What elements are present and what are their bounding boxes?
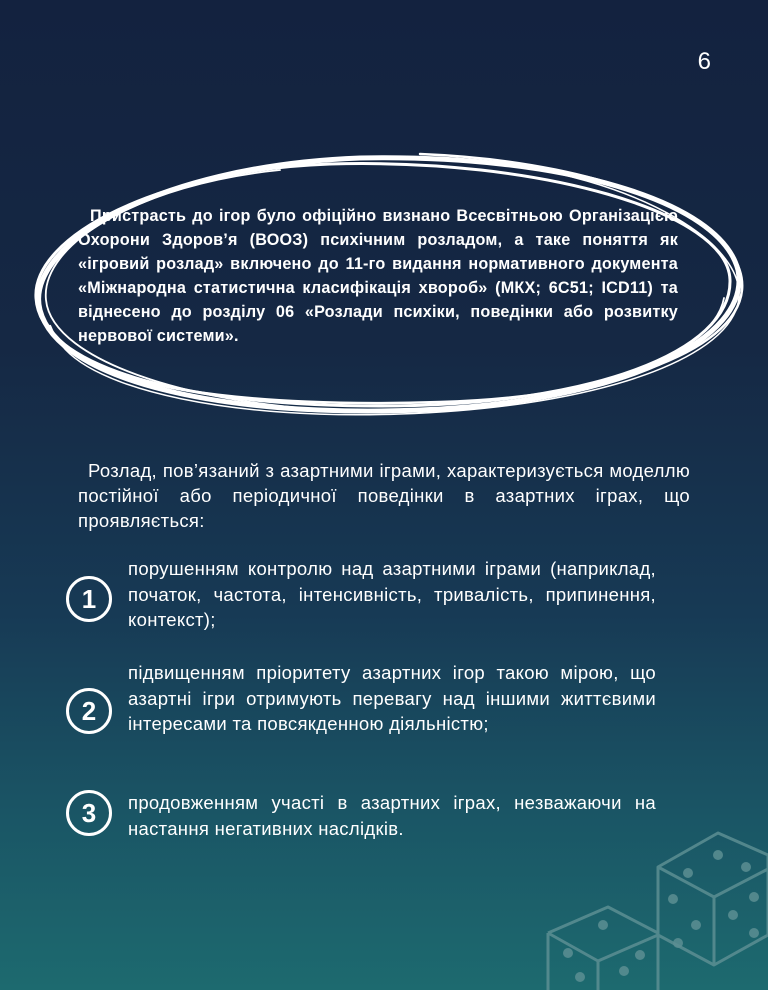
page-number: 6 xyxy=(697,48,712,75)
intro-paragraph: Пристрасть до ігор було офіційно визнано Всесвітньою Організацією Охорони Здоров’я (ВООЗ) психічним розладом, а таке поняття як «ігровий розлад» включено до 11-го видання нормативного документа «Міжнародна статистична класифікація хвороб» (МКХ; 6С51; ICD11) та віднесено до розділу 06 «Розлади психіки, поведінки або розвитку нервової системи». xyxy=(78,207,678,345)
list-item-text: підвищенням пріоритету азартних ігор такою мірою, що азартні ігри отримують перевагу над іншими життєвими інтересами та повсякденною діяльністю; xyxy=(128,662,656,734)
list-item-text: порушенням контролю над азартними іграми (наприклад, початок, частота, інтенсивність, тривалість, припинення, контекст); xyxy=(128,558,656,630)
lead-paragraph: Розлад, пов’язаний з азартними іграми, характеризується моделлю постійної або періодичної поведінки в азартних іграх, що проявляється: xyxy=(78,460,690,531)
number-badge: 3 xyxy=(66,790,112,836)
number-badge: 2 xyxy=(66,688,112,734)
number-badge: 1 xyxy=(66,576,112,622)
dice-icon xyxy=(528,815,768,990)
list-item-text: продовженням участі в азартних іграх, незважаючи на настання негативних наслідків. xyxy=(128,792,656,839)
